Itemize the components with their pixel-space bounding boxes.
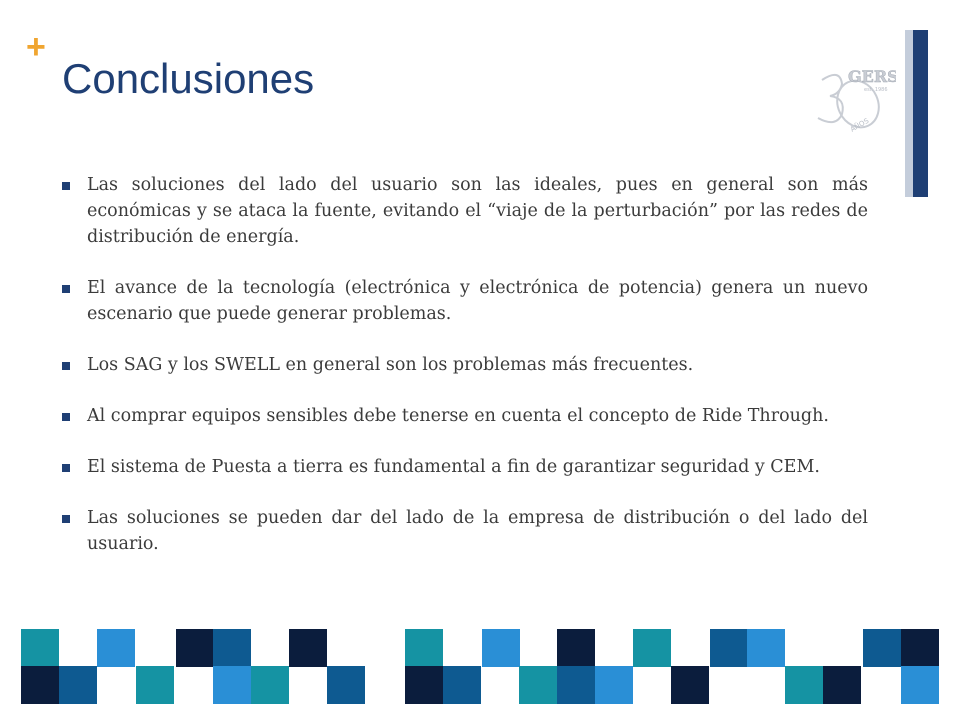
bullet-square-icon bbox=[62, 515, 70, 523]
mosaic-tile bbox=[97, 629, 135, 667]
right-accent-bar-dark bbox=[913, 30, 928, 197]
mosaic-tile bbox=[557, 629, 595, 667]
mosaic-tile bbox=[901, 666, 939, 704]
mosaic-tile bbox=[863, 629, 901, 667]
bullet-item bbox=[62, 352, 868, 378]
mosaic-tile bbox=[710, 629, 748, 667]
mosaic-tile bbox=[327, 666, 365, 704]
mosaic-tile bbox=[557, 666, 595, 704]
mosaic-tile bbox=[633, 629, 671, 667]
mosaic-tile bbox=[901, 629, 939, 667]
gers-logo bbox=[812, 58, 896, 138]
bullet-text: Las soluciones del lado del usuario son las ideales, pues en general son más económicas y se ataca la fuente, evitando el “viaje de la perturbación” por las redes de distribución de energía. bbox=[87, 175, 868, 247]
bullet-item bbox=[62, 403, 868, 429]
mosaic-tile bbox=[405, 666, 443, 704]
logo-brand-text: GERS bbox=[848, 67, 896, 86]
mosaic-tile bbox=[21, 629, 59, 667]
logo-small-text: est. 1986 bbox=[864, 87, 888, 93]
bullet-text: Las soluciones se pueden dar del lado de la empresa de distribución o del lado del usuario. bbox=[87, 508, 868, 554]
mosaic-tile bbox=[671, 666, 709, 704]
bullet-square-icon bbox=[62, 413, 70, 421]
mosaic-tile bbox=[595, 666, 633, 704]
bullet-square-icon bbox=[62, 285, 70, 293]
bullet-text: El avance de la tecnología (electrónica y electrónica de potencia) genera un nuevo escenario que puede generar problemas. bbox=[87, 278, 868, 324]
slide-title: Conclusiones bbox=[62, 55, 315, 102]
bullet-item bbox=[62, 172, 868, 250]
bullet-item bbox=[62, 505, 868, 557]
mosaic-tile bbox=[519, 666, 557, 704]
bullet-item bbox=[62, 275, 868, 327]
logo-sub-text: AÑOS bbox=[849, 116, 871, 134]
mosaic-tile bbox=[21, 666, 59, 704]
mosaic-tile bbox=[823, 666, 861, 704]
bullet-square-icon bbox=[62, 182, 70, 190]
conclusions-list bbox=[62, 172, 868, 582]
mosaic-tile bbox=[213, 666, 251, 704]
bullet-square-icon bbox=[62, 362, 70, 370]
mosaic-tile bbox=[213, 629, 251, 667]
mosaic-tile bbox=[176, 629, 214, 667]
mosaic-tile bbox=[785, 666, 823, 704]
mosaic-tile bbox=[482, 629, 520, 667]
right-accent-bar-light bbox=[905, 30, 913, 197]
plus-icon: + bbox=[26, 28, 46, 66]
bullet-text: El sistema de Puesta a tierra es fundamental a fin de garantizar seguridad y CEM. bbox=[87, 457, 820, 477]
gers-30-anos-logo-icon bbox=[812, 58, 896, 138]
mosaic-tile bbox=[59, 666, 97, 704]
mosaic-tile bbox=[136, 666, 174, 704]
mosaic-tile bbox=[405, 629, 443, 667]
mosaic-tile bbox=[443, 666, 481, 704]
mosaic-tile bbox=[289, 629, 327, 667]
bullet-square-icon bbox=[62, 464, 70, 472]
mosaic-tile bbox=[747, 629, 785, 667]
bullet-item bbox=[62, 454, 868, 480]
mosaic-tile bbox=[251, 666, 289, 704]
bullet-text: Los SAG y los SWELL en general son los problemas más frecuentes. bbox=[87, 355, 694, 375]
bullet-text: Al comprar equipos sensibles debe tenerse en cuenta el concepto de Ride Through. bbox=[87, 406, 829, 426]
